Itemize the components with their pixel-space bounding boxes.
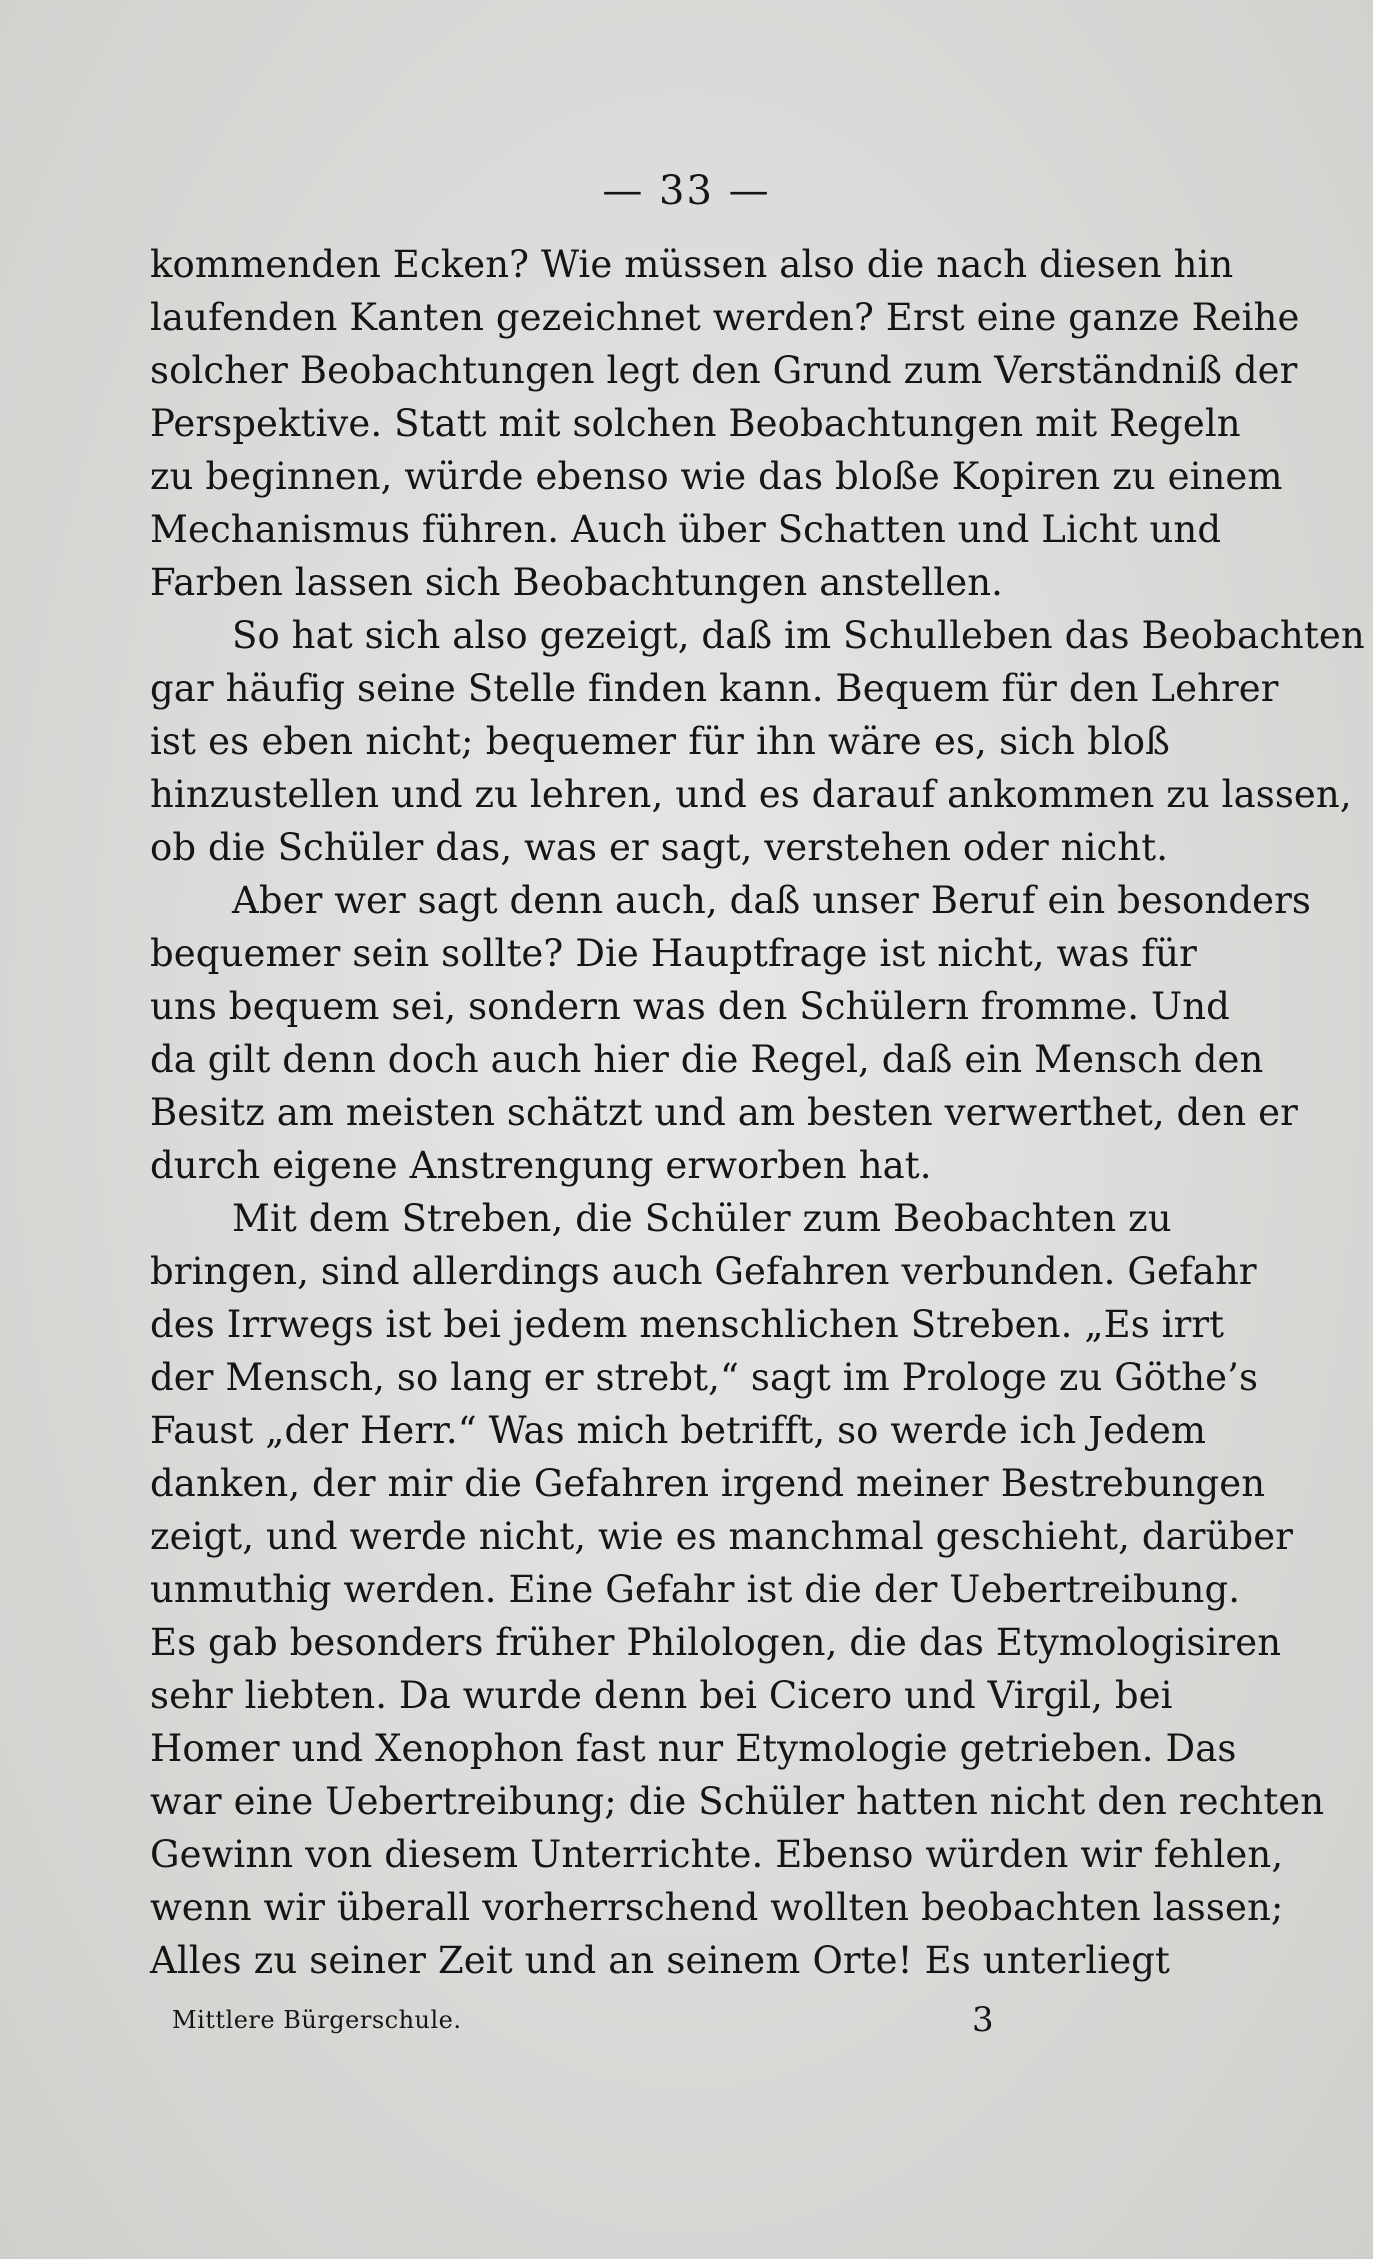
text-line: laufenden Kanten gezeichnet werden? Erst eine ganze Reihe [150, 296, 1300, 339]
text-line: Alles zu seiner Zeit und an seinem Orte! Es unterliegt [150, 1939, 1170, 1982]
text-line: zu beginnen, würde ebenso wie das bloße Kopiren zu einem [150, 455, 1283, 498]
text-line: unmuthig werden. Eine Gefahr ist die der Uebertreibung. [150, 1568, 1241, 1611]
text-line: Gewinn von diesem Unterrichte. Ebenso würden wir fehlen, [150, 1833, 1284, 1876]
text-line: gar häufig seine Stelle finden kann. Bequem für den Lehrer [150, 667, 1279, 710]
text-line: sehr liebten. Da wurde denn bei Cicero und Virgil, bei [150, 1674, 1173, 1717]
text-line: Mechanismus führen. Auch über Schatten und Licht und [150, 508, 1222, 551]
text-line: wenn wir überall vorherrschend wollten beobachten lassen; [150, 1886, 1284, 1929]
text-line: uns bequem sei, sondern was den Schülern fromme. Und [150, 985, 1230, 1028]
text-line: Es gab besonders früher Philologen, die das Etymologisiren [150, 1621, 1282, 1664]
text-line: Besitz am meisten schätzt und am besten verwerthet, den er [150, 1091, 1298, 1134]
text-line: Faust „der Herr.“ Was mich betrifft, so werde ich Jedem [150, 1409, 1207, 1452]
text-line: ist es eben nicht; bequemer für ihn wäre es, sich bloß [150, 720, 1170, 763]
text-line: solcher Beobachtungen legt den Grund zum Verständniß der [150, 349, 1298, 392]
text-line: kommenden Ecken? Wie müssen also die nach diesen hin [150, 243, 1234, 286]
text-line: zeigt, und werde nicht, wie es manchmal geschieht, darüber [150, 1515, 1294, 1558]
text-line: hinzustellen und zu lehren, und es darauf ankommen zu lassen, [150, 773, 1352, 816]
page-number: — 33 — [602, 168, 771, 214]
text-line: Perspektive. Statt mit solchen Beobachtungen mit Regeln [150, 402, 1241, 445]
text-line: Mit dem Streben, die Schüler zum Beobachten zu [232, 1197, 1172, 1240]
text-line: war eine Uebertreibung; die Schüler hatten nicht den rechten [150, 1780, 1325, 1823]
body-text [150, 238, 1365, 1987]
text-line: Aber wer sagt denn auch, daß unser Beruf ein besonders [232, 879, 1312, 922]
text-line: So hat sich also gezeigt, daß im Schulleben das Beobachten [232, 614, 1365, 657]
text-line: Homer und Xenophon fast nur Etymologie getrieben. Das [150, 1727, 1237, 1770]
text-line: Farben lassen sich Beobachtungen anstellen. [150, 561, 1004, 604]
text-line: der Mensch, so lang er strebt,“ sagt im Prologe zu Göthe’s [150, 1356, 1259, 1399]
text-line: durch eigene Anstrengung erworben hat. [150, 1144, 932, 1187]
text-line: bequemer sein sollte? Die Hauptfrage ist nicht, was für [150, 932, 1197, 975]
text-line: des Irrwegs ist bei jedem menschlichen Streben. „Es irrt [150, 1303, 1225, 1346]
text-line: da gilt denn doch auch hier die Regel, daß ein Mensch den [150, 1038, 1264, 1081]
text-line: danken, der mir die Gefahren irgend meiner Bestrebungen [150, 1462, 1266, 1505]
signature-mark: Mittlere Bürgerschule. [172, 2006, 462, 2034]
text-line: bringen, sind allerdings auch Gefahren verbunden. Gefahr [150, 1250, 1257, 1293]
signature-number: 3 [972, 2000, 994, 2040]
text-line: ob die Schüler das, was er sagt, verstehen oder nicht. [150, 826, 1169, 869]
